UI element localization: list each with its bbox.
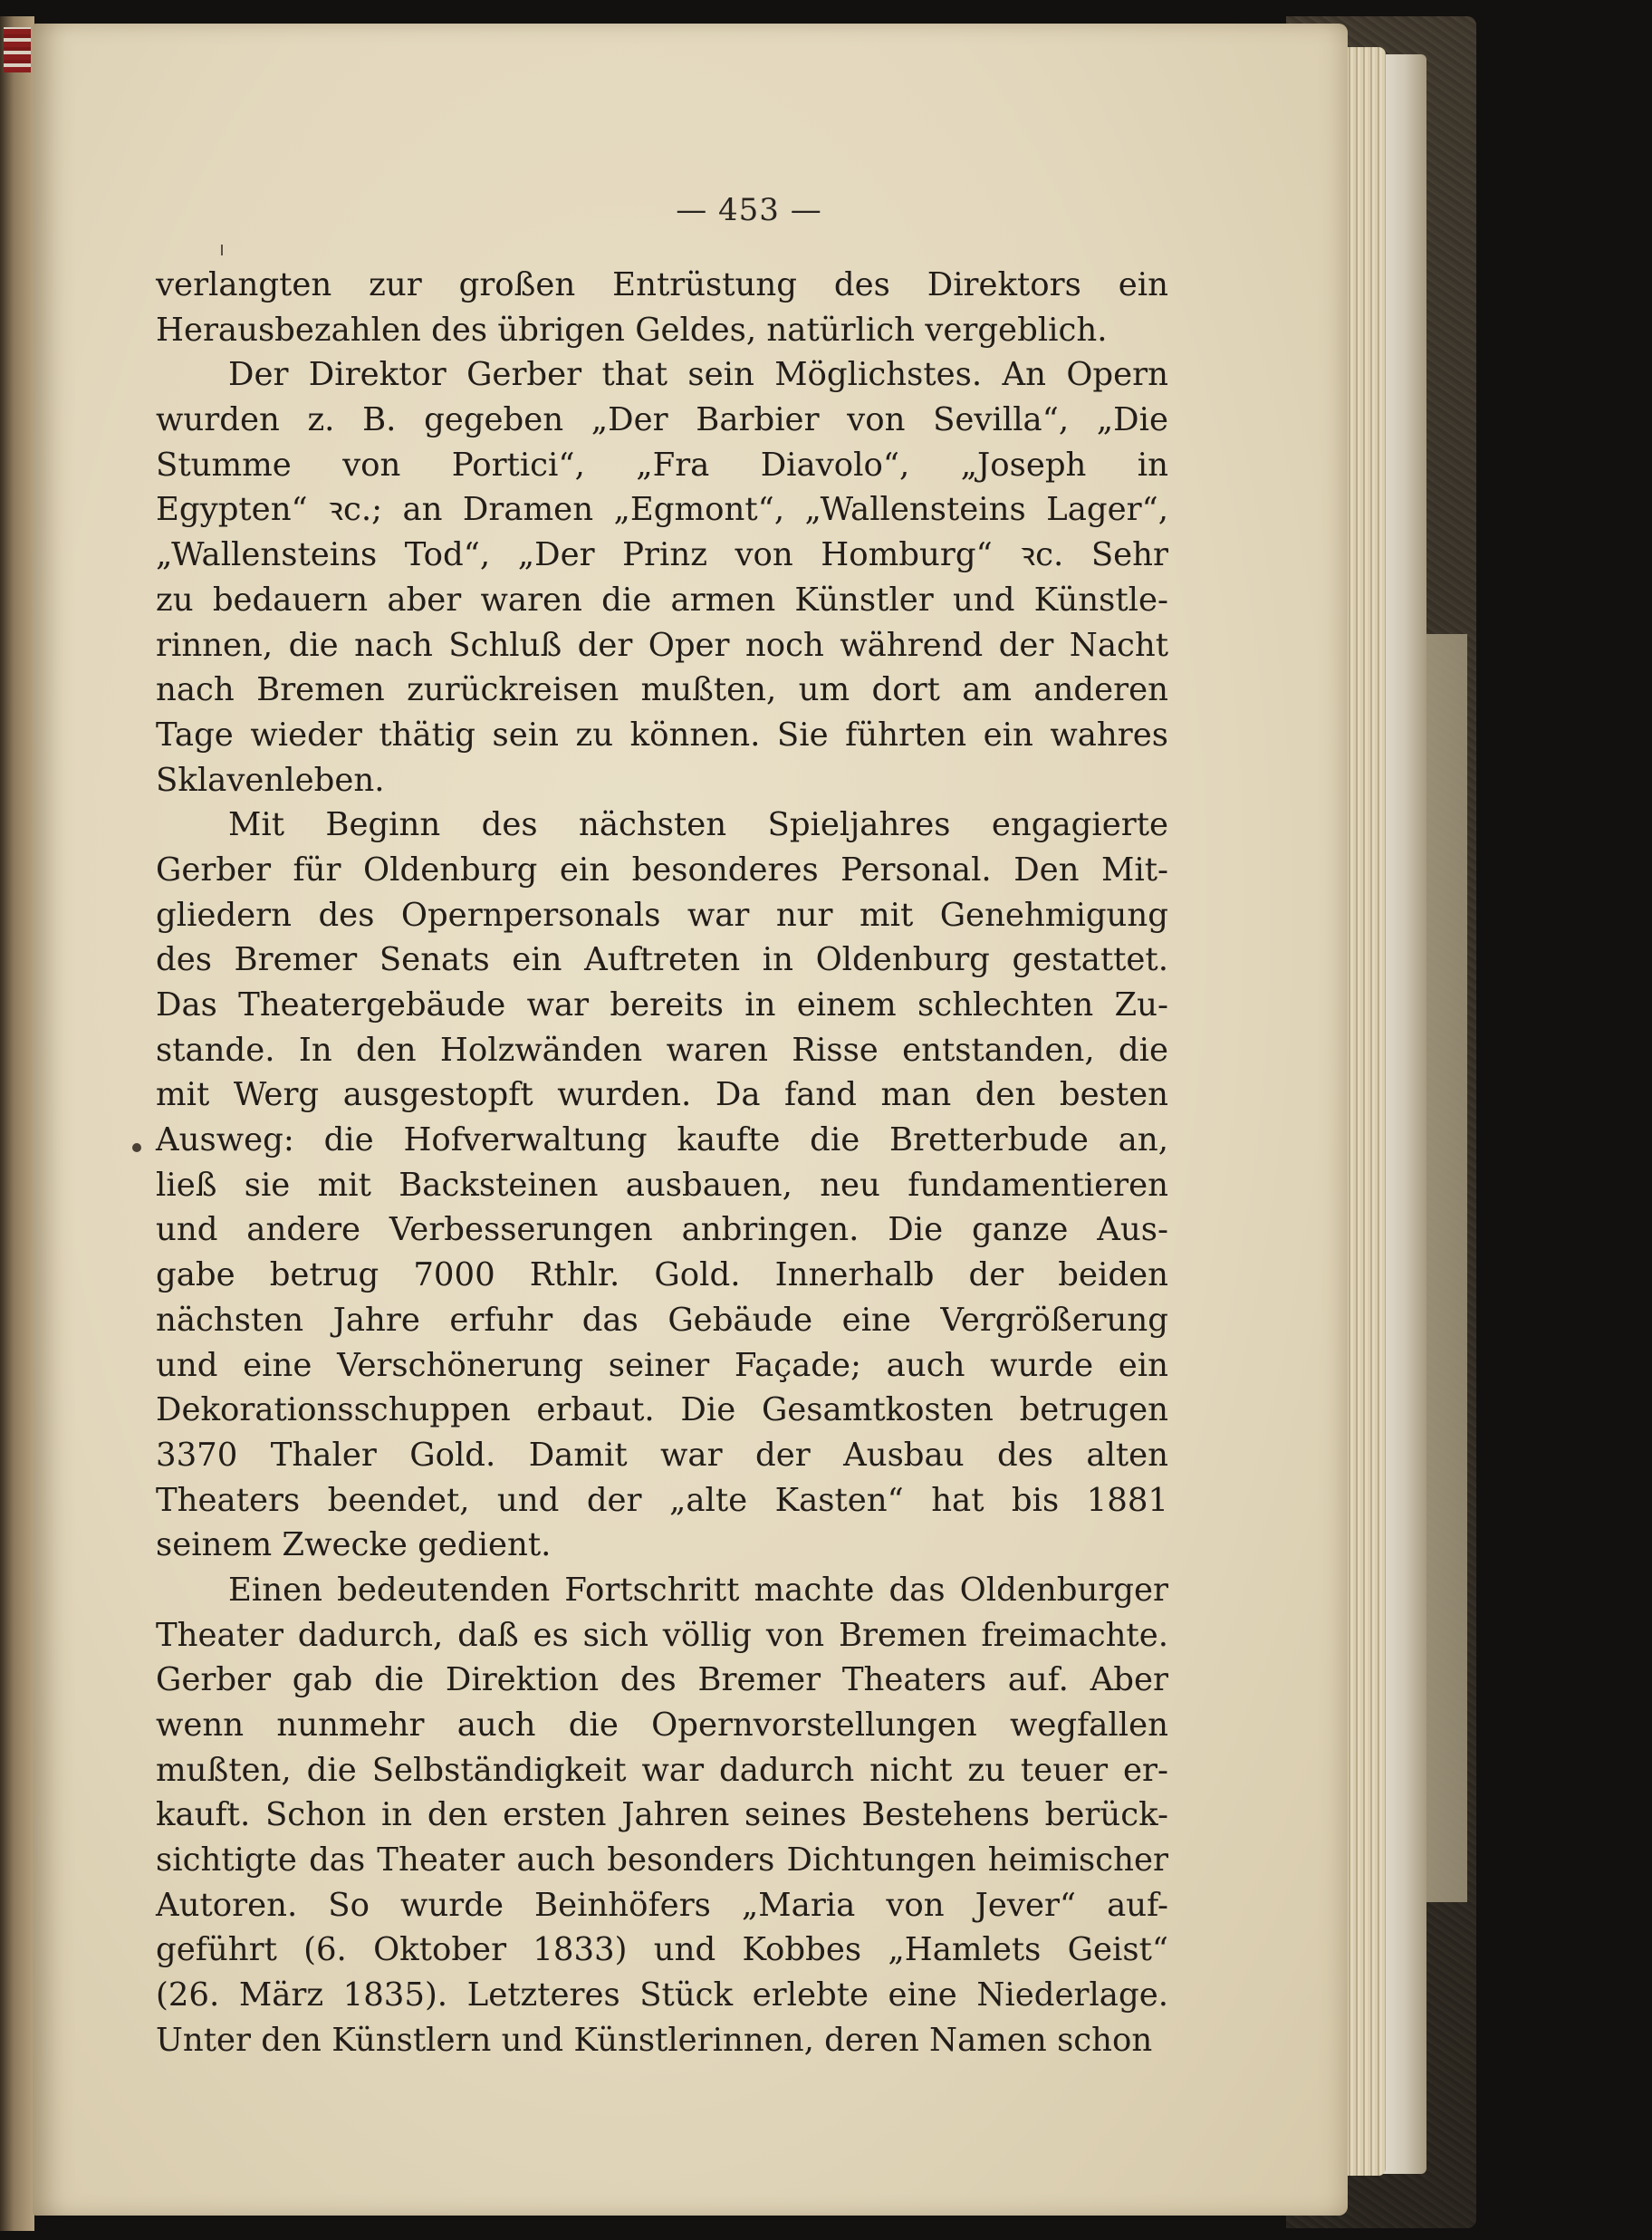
- text-line: „Wallensteins Tod“, „Der Prinz von Homburg“ ꝛc. Sehr: [156, 536, 1168, 574]
- text-line: mußten, die Selbständigkeit war dadurch nicht zu teuer er-: [156, 1751, 1168, 1789]
- text-line: Ausweg: die Hofverwaltung kaufte die Bretterbude an,: [156, 1121, 1168, 1159]
- text-line: kauft. Schon in den ersten Jahren seines Bestehens berück-: [156, 1796, 1168, 1834]
- body-text: [156, 263, 1168, 2063]
- text-line: nächsten Jahre erfuhr das Gebäude eine Vergrößerung: [156, 1301, 1168, 1339]
- text-line: gliedern des Opernpersonals war nur mit Genehmigung: [156, 896, 1168, 934]
- text-line: seinem Zwecke gedient.: [156, 1526, 552, 1564]
- text-line: wenn nunmehr auch die Opernvorstellungen wegfallen: [156, 1706, 1168, 1744]
- text-line: sichtigte das Theater auch besonders Dichtungen heimischer: [156, 1841, 1168, 1879]
- text-line: Autoren. So wurde Beinhöfers „Maria von Jever“ auf-: [156, 1886, 1168, 1924]
- text-line: geführt (6. Oktober 1833) und Kobbes „Hamlets Geist“: [156, 1931, 1168, 1969]
- page-number: — 453 —: [676, 192, 822, 228]
- text-line: Stumme von Portici“, „Fra Diavolo“, „Joseph in: [156, 446, 1168, 484]
- text-line: Dekorationsschuppen erbaut. Die Gesamtkosten betrugen: [156, 1391, 1168, 1429]
- text-line: 3370 Thaler Gold. Damit war der Ausbau des alten: [156, 1436, 1168, 1474]
- text-line: Theaters beendet, und der „alte Kasten“ hat bis 1881: [156, 1481, 1168, 1519]
- print-mark: [221, 245, 223, 255]
- text-line: stande. In den Holzwänden waren Risse entstanden, die: [156, 1031, 1168, 1069]
- text-line: Sklavenleben.: [156, 761, 385, 799]
- text-line: rinnen, die nach Schluß der Oper noch während der Nacht: [156, 626, 1168, 664]
- text-line: Das Theatergebäude war bereits in einem schlechten Zu-: [156, 986, 1168, 1024]
- text-line: und andere Verbesserungen anbringen. Die ganze Aus-: [156, 1211, 1168, 1249]
- text-line: verlangten zur großen Entrüstung des Direktors ein: [156, 266, 1168, 303]
- text-line: Einen bedeutenden Fortschritt machte das Oldenburger: [228, 1571, 1168, 1609]
- text-line: nach Bremen zurückreisen mußten, um dort am anderen: [156, 671, 1168, 709]
- text-line: des Bremer Senats ein Auftreten in Oldenburg gestattet.: [156, 941, 1168, 979]
- text-line: Unter den Künstlern und Künstlerinnen, deren Namen schon: [156, 2021, 1153, 2059]
- text-line: wurden z. B. gegeben „Der Barbier von Sevilla“, „Die: [156, 401, 1168, 439]
- text-line: ließ sie mit Backsteinen ausbauen, neu fundamentieren: [156, 1166, 1168, 1204]
- text-line: Egypten“ ꝛc.; an Dramen „Egmont“, „Wallensteins Lager“,: [156, 491, 1168, 529]
- text-line: Herausbezahlen des übrigen Geldes, natürlich vergeblich.: [156, 311, 1108, 349]
- text-line: Gerber gab die Direktion des Bremer Theaters auf. Aber: [156, 1661, 1168, 1699]
- text-line: Theater dadurch, daß es sich völlig von Bremen freimachte.: [156, 1616, 1168, 1654]
- text-line: und eine Verschönerung seiner Façade; auch wurde ein: [156, 1346, 1168, 1384]
- text-line: mit Werg ausgestopft wurden. Da fand man den besten: [156, 1076, 1168, 1114]
- text-line: Tage wieder thätig sein zu können. Sie führten ein wahres: [156, 716, 1168, 754]
- text-line: gabe betrug 7000 Rthlr. Gold. Innerhalb der beiden: [156, 1256, 1168, 1294]
- text-line: Mit Beginn des nächsten Spieljahres engagierte: [228, 806, 1168, 844]
- text-line: (26. März 1835). Letzteres Stück erlebte eine Niederlage.: [156, 1976, 1168, 2014]
- left-page-edge: [0, 16, 34, 2231]
- margin-mark: [132, 1143, 141, 1152]
- text-line: Gerber für Oldenburg ein besonderes Personal. Den Mit-: [156, 851, 1168, 889]
- text-line: zu bedauern aber waren die armen Künstler und Künstle-: [156, 581, 1168, 619]
- headband: [4, 27, 31, 72]
- book-page: [33, 24, 1348, 2216]
- text-line: Der Direktor Gerber that sein Möglichstes. An Opern: [228, 356, 1168, 394]
